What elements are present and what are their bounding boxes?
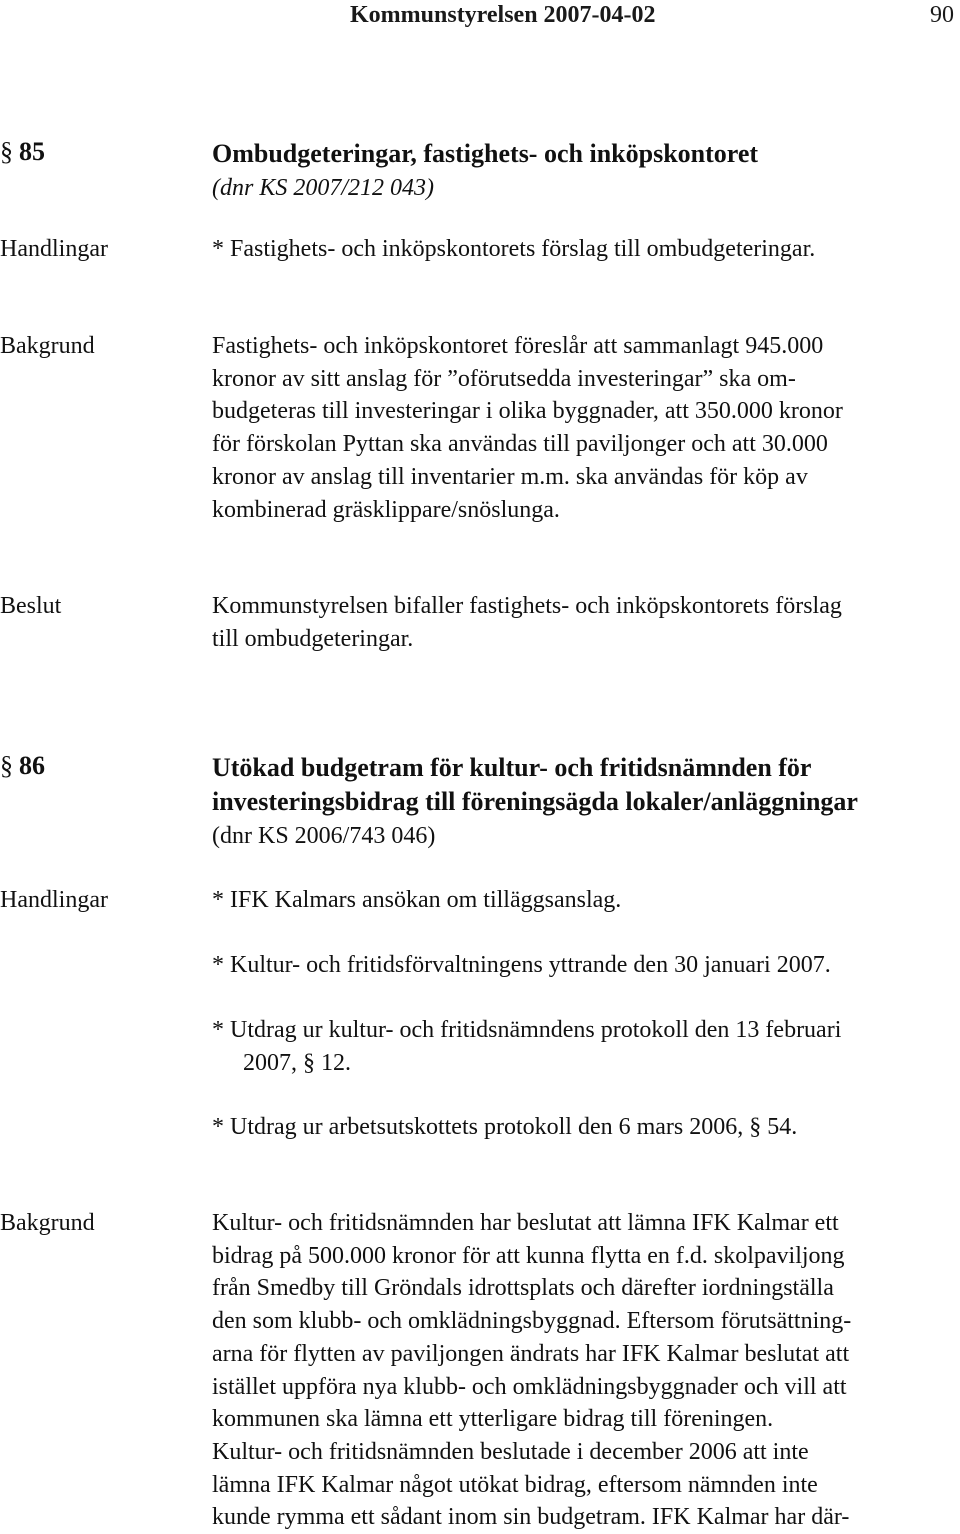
section-86-bakgrund-text: Kultur- och fritidsnämnden har beslutat att lämna IFK Kalmar ett bidrag på 500.000 kronor för att kunna flytta en f.d. skolpaviljong från Smedby till Gröndals idrottsplats och därefter iordningställa den som klubb- och omklädningsbyggnad. Eftersom förutsättning- arna för flytten av paviljongen ändrats har IFK Kalmar beslutat att istället uppföra nya klubb- och omklädningsbyggnader och vill att kommunen ska lämna ett ytterligare bidrag till föreningen. Kultur- och fritidsnämnden beslutade i december 2006 att inte lämna IFK Kalmar något utökat bidrag, eftersom nämnden inte kunde rymma ett sådant inom sin budgetram. IFK Kalmar har där- xyxy=(212,1210,852,1531)
paragraph-sign-icon: § xyxy=(0,751,13,780)
paragraph-sign-icon: § xyxy=(0,137,13,166)
page-header xyxy=(0,0,960,34)
handlingar-item-2: * Kultur- och fritidsförvaltningens yttrande den 30 januari 2007. xyxy=(212,952,831,978)
page-number: 90 xyxy=(930,2,954,28)
section-85-title: Ombudgeteringar, fastighets- och inköpskontoret xyxy=(212,139,759,168)
handlingar-item-4: * Utdrag ur arbetsutskottets protokoll den 6 mars 2006, § 54. xyxy=(212,1114,798,1140)
section-85-number: § 85 xyxy=(0,137,45,166)
section-86-number: § 86 xyxy=(0,751,45,780)
section-85-handlingar-label: Handlingar xyxy=(0,236,108,262)
section-85-bakgrund-text: Fastighets- och inköpskontoret föreslår att sammanlagt 945.000 kronor av sitt anslag för ”oförutsedda investeringar” ska om- budgeteras till investeringar i olika byggnader, att 350.000 kronor för förskolan Pyttan ska användas till paviljonger och att 30.000 kronor av anslag till inventarier m.m. ska användas för köp av kombinerad gräsklippare/snöslunga. xyxy=(212,333,843,523)
header-title: Kommunstyrelsen 2007-04-02 xyxy=(350,2,656,28)
section-85-beslut-label: Beslut xyxy=(0,593,62,619)
section-86-bakgrund-label: Bakgrund xyxy=(0,1210,95,1236)
section-86-title: Utökad budgetram för kultur- och fritidsnämnden för investeringsbidrag till föreningsägda lokaler/anläggningar xyxy=(212,753,858,816)
handlingar-item-1: * IFK Kalmars ansökan om tilläggsanslag. xyxy=(212,887,622,913)
handlingar-item-3: * Utdrag ur kultur- och fritidsnämndens protokoll den 13 februari 2007, § 12. xyxy=(212,1017,842,1076)
section-85-dnr: (dnr KS 2007/212 043) xyxy=(212,175,434,201)
section-86-dnr: (dnr KS 2006/743 046) xyxy=(212,823,436,849)
section-85-bakgrund-label: Bakgrund xyxy=(0,333,95,359)
section-85-beslut-text: Kommunstyrelsen bifaller fastighets- och inköpskontorets förslag till ombudgeteringar. xyxy=(212,593,842,652)
section-86-handlingar-label: Handlingar xyxy=(0,887,108,913)
section-85-handlingar-item: * Fastighets- och inköpskontorets förslag till ombudgeteringar. xyxy=(212,236,816,262)
